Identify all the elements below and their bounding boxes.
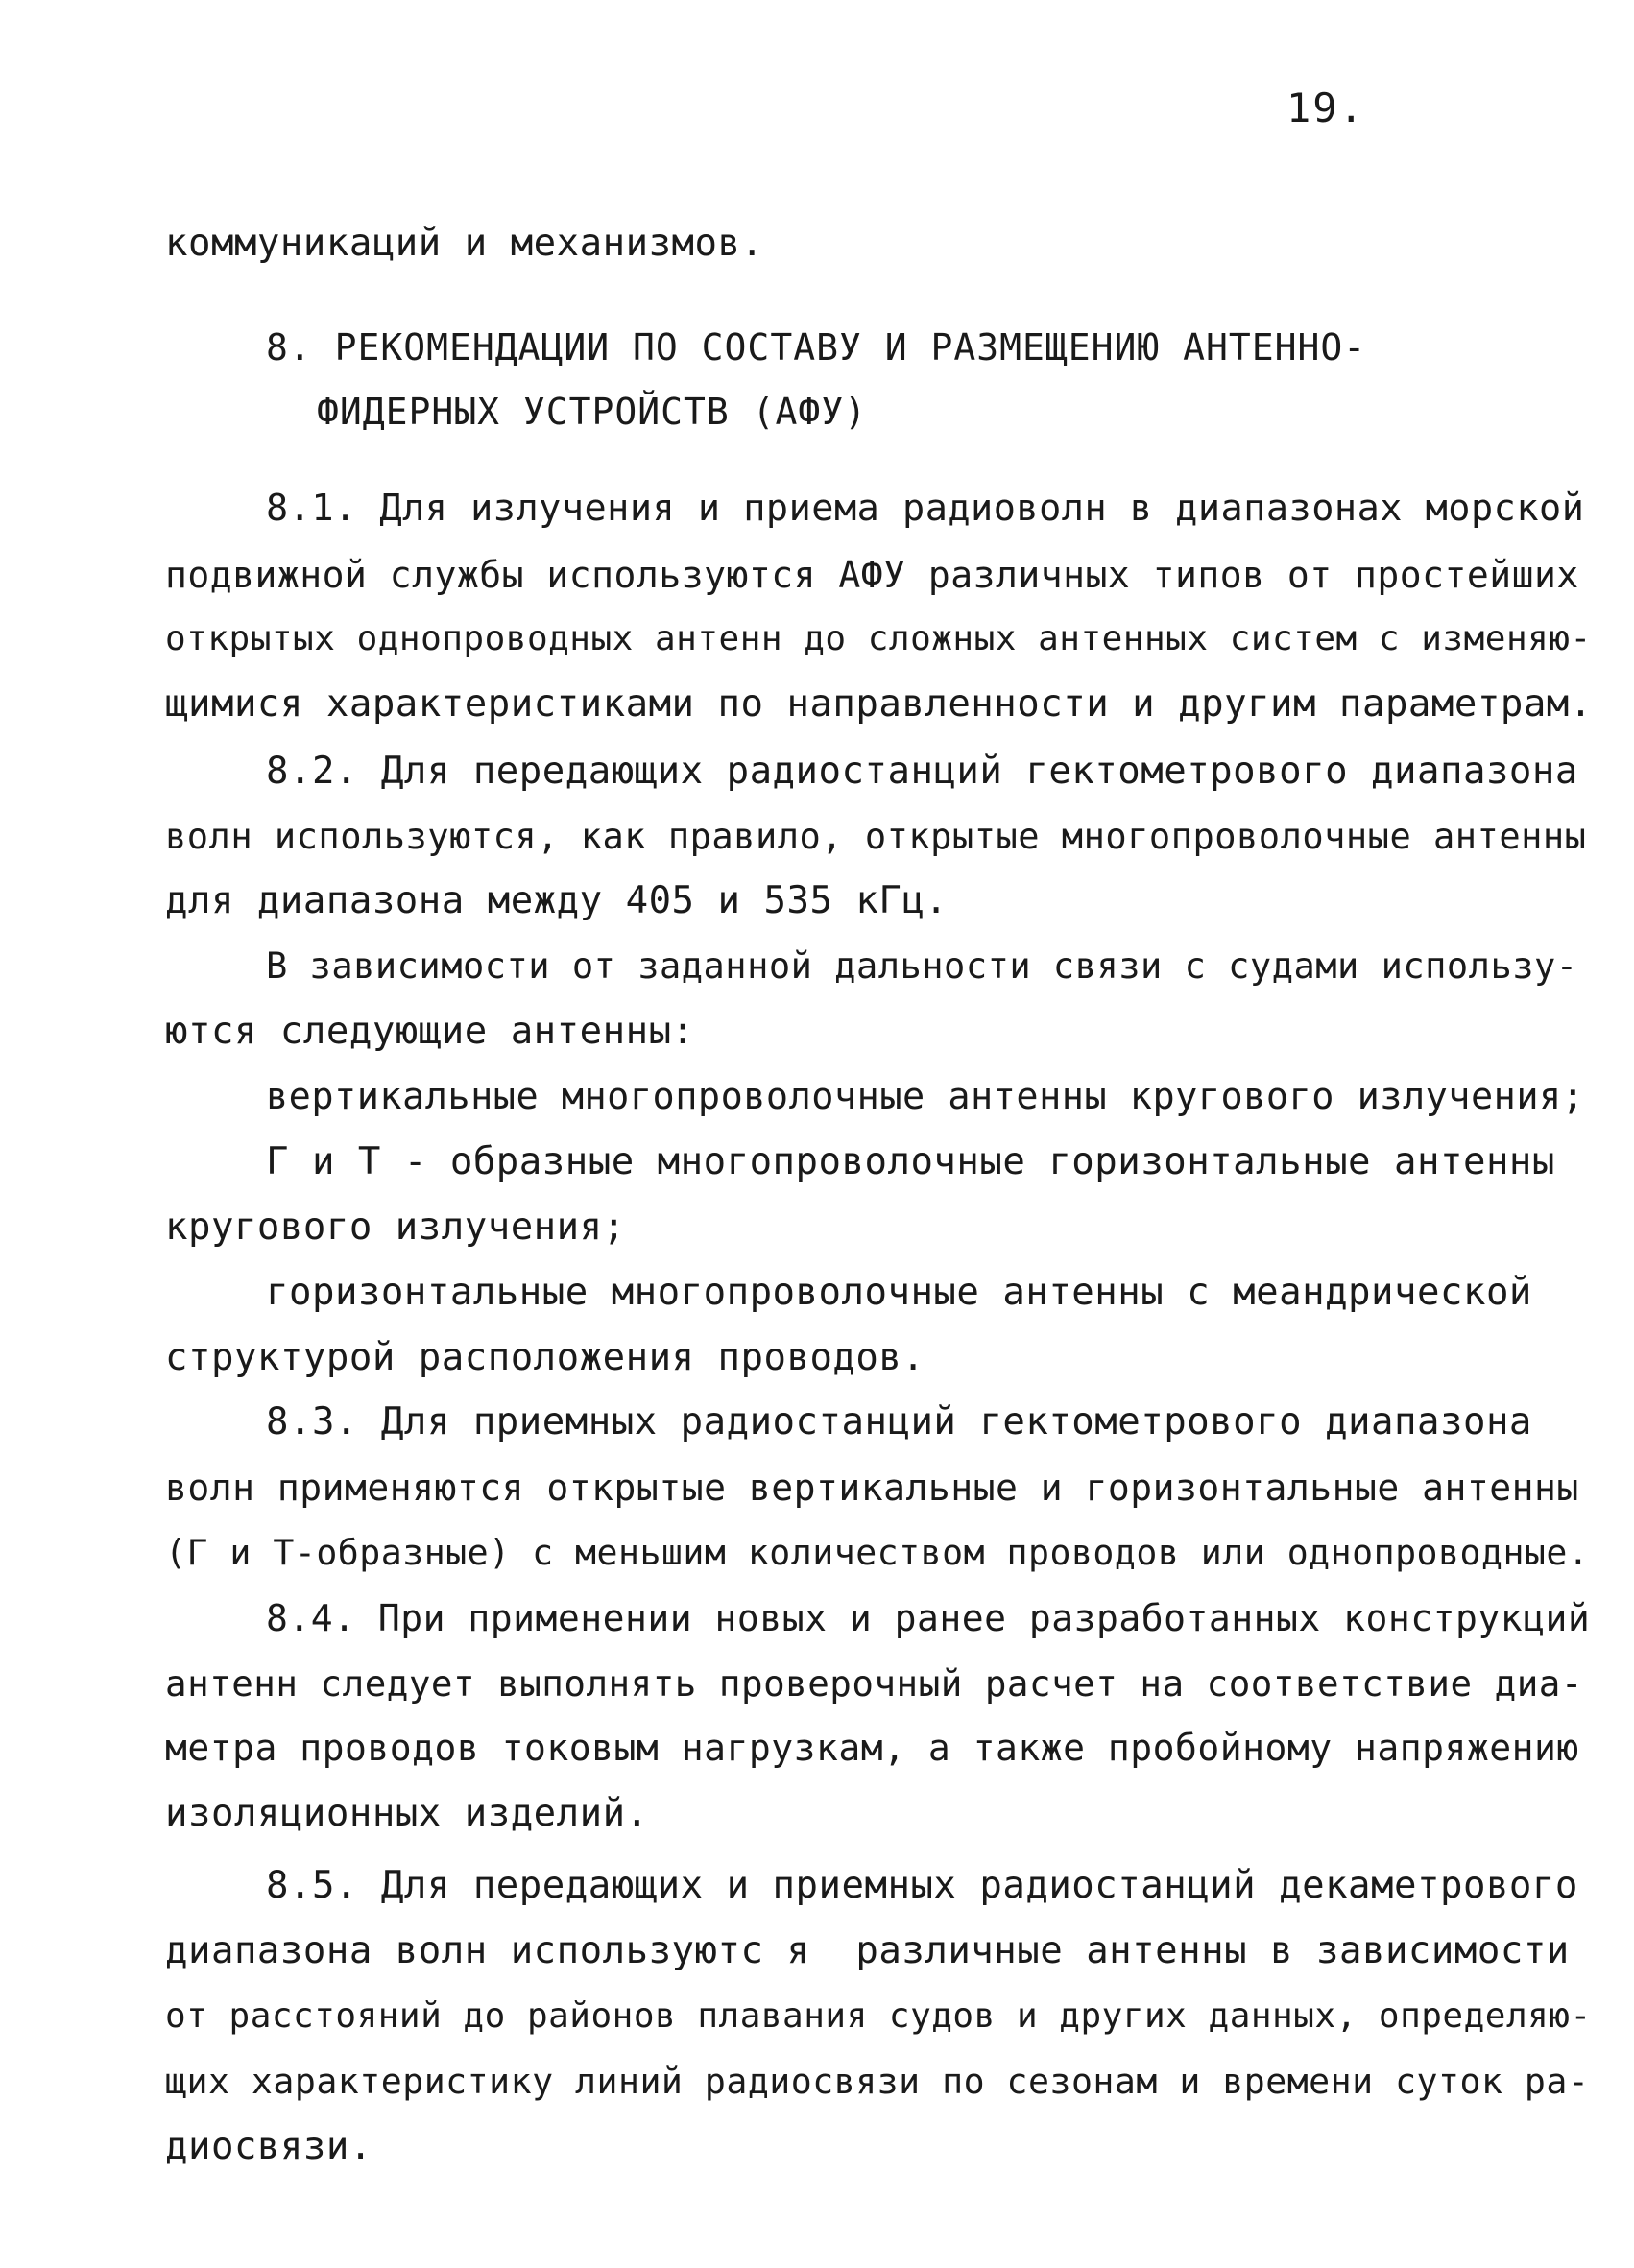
antenna-list-item: Г и Т - образные многопроволочные горизонтальные антенны: [266, 1140, 1555, 1183]
intro-line: коммуникаций и механизмов.: [165, 222, 764, 265]
paragraph-dependence-line: ются следующие антенны:: [165, 1010, 695, 1053]
paragraph-8-1-line: подвижной службы используются АФУ различных типов от простейших: [165, 554, 1579, 596]
paragraph-8-3-line: волн применяются открытые вертикальные и горизонтальные антенны: [165, 1467, 1579, 1509]
paragraph-8-1-line: щимися характеристиками по направленности и другим параметрам.: [165, 682, 1593, 726]
antenna-list-item: горизонтальные многопроволочные антенны с меандрической: [266, 1271, 1532, 1314]
paragraph-8-5-line: щих характеристику линий радиосвязи по сезонам и времени суток ра-: [165, 2061, 1590, 2102]
paragraph-8-4-line: антенн следует выполнять проверочный расчет на соответствие диа-: [165, 1662, 1583, 1705]
paragraph-8-5-line: 8.5. Для передающих и приемных радиостанций декаметрового: [266, 1864, 1578, 1907]
paragraph-dependence-line: В зависимости от заданной дальности связи с судами использу-: [266, 945, 1578, 987]
paragraph-8-2-line: волн используются, как правило, открытые многопроволочные антенны: [165, 816, 1587, 857]
paragraph-8-5-line: диосвязи.: [165, 2125, 372, 2168]
paragraph-8-3-line: (Г и Т-образные) с меньшим количеством проводов или однопроводные.: [165, 1532, 1590, 1573]
paragraph-8-5-line: от расстояний до районов плавания судов и других данных, определяю-: [165, 1996, 1592, 2036]
antenna-list-item: структурой расположения проводов.: [165, 1336, 925, 1379]
paragraph-8-1-line: открытых однопроводных антенн до сложных антенных систем с изменяю-: [165, 619, 1592, 658]
antenna-list-item: вертикальные многопроволочные антенны кругового излучения;: [266, 1075, 1585, 1118]
section-title-line-1: 8. РЕКОМЕНДАЦИИ ПО СОСТАВУ И РАЗМЕЩЕНИЮ АНТЕННО-: [266, 326, 1367, 369]
antenna-list-item: кругового излучения;: [165, 1206, 626, 1249]
paragraph-8-4-line: 8.4. При применении новых и ранее разработанных конструкций: [266, 1597, 1591, 1639]
paragraph-8-2-line: для диапазона между 405 и 535 кГц.: [165, 879, 949, 922]
paragraph-8-4-line: изоляционных изделий.: [165, 1792, 649, 1835]
paragraph-8-5-line: диапазона волн используютс я различные антенны в зависимости: [165, 1929, 1570, 1972]
paragraph-8-2-line: 8.2. Для передающих радиостанций гектометрового диапазона: [266, 750, 1578, 793]
page-number: 19.: [1286, 84, 1365, 131]
paragraph-8-4-line: метра проводов токовым нагрузкам, а также пробойному напряжению: [165, 1727, 1579, 1769]
paragraph-8-3-line: 8.3. Для приемных радиостанций гектометрового диапазона: [266, 1400, 1532, 1444]
section-title-line-2: ФИДЕРНЫХ УСТРОЙСТВ (АФУ): [317, 391, 868, 433]
paragraph-8-1-line: 8.1. Для излучения и приема радиоволн в диапазонах морской: [266, 487, 1585, 530]
